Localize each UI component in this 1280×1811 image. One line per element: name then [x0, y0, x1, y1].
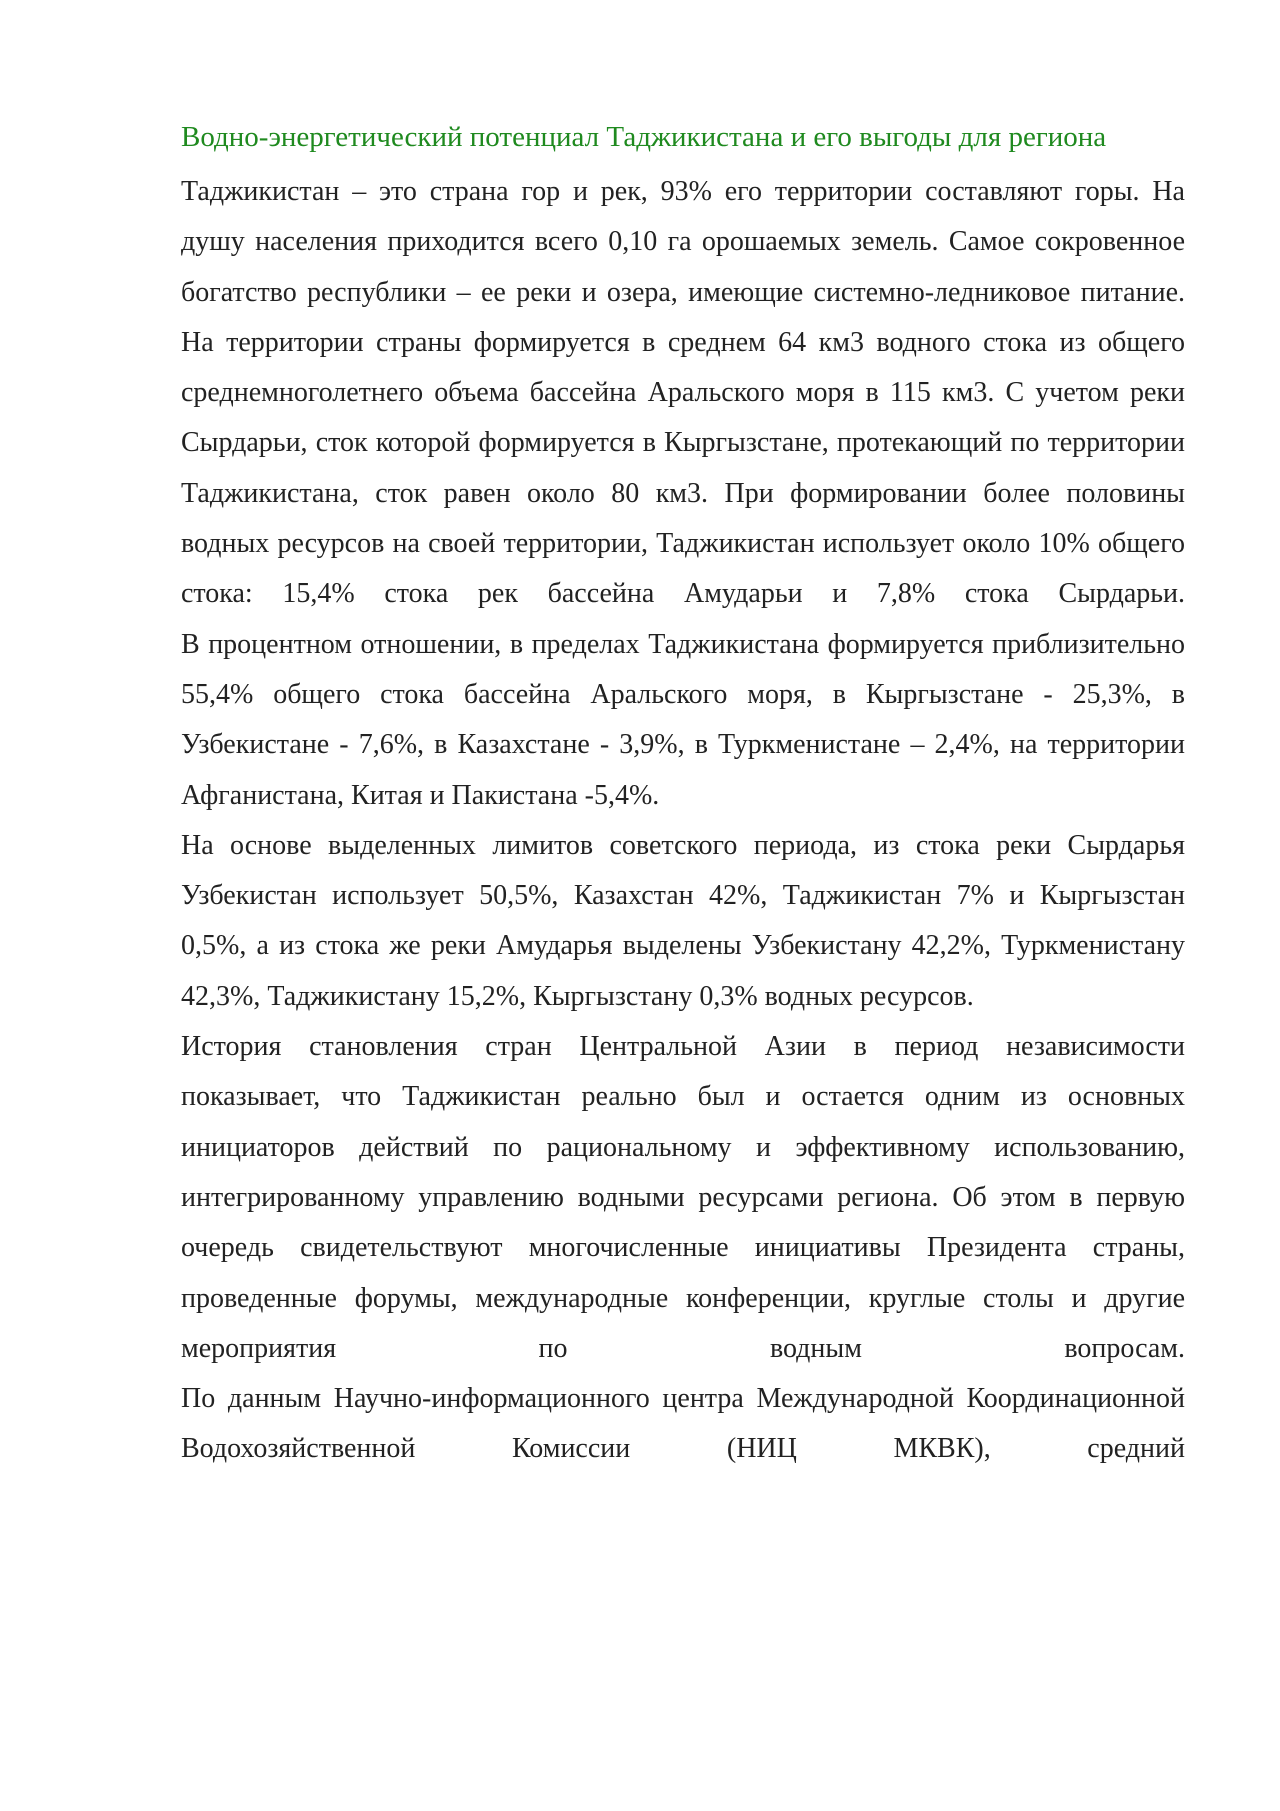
paragraph-1: Таджикистан – это страна гор и рек, 93% его территории составляют горы. На душу населения приходится всего 0,10 га орошаемых земель. Самое сокровенное богатство республики – ее реки и озера, имеющие системно-ледниковое питание.: [181, 176, 1185, 308]
paragraph-2: На территории страны формируется в среднем 64 км3 водного стока из общего среднемноголетнего объема бассейна Аральского моря в 115 км3. С учетом реки Сырдарьи, сток которой формируется в Кыргызстане, протекающий по территории Таджикистана, сток равен около 80 км3. При формировании более половины водных ресурсов на своей территории, Таджикистан использует около 10% общего стока: 15,4% стока рек бассейна Амударьи и 7,8% стока Сырдарьи.: [181, 326, 1185, 610]
document-title: Водно-энергетический потенциал Таджикистана и его выгоды для региона: [181, 121, 1107, 153]
document-page: [181, 112, 1185, 1475]
paragraph-5: История становления стран Центральной Азии в период независимости показывает, что Таджикистан реально был и остается одним из основных инициаторов действий по рациональному и эффективному использованию, интегрированному управлению водными ресурсами региона. Об этом в первую очередь свидетельствуют многочисленные инициативы Президента страны, проведенные форумы, международные конференции, круглые столы и другие мероприятия по водным вопросам.: [181, 1031, 1185, 1364]
paragraph-6: По данным Научно-информационного центра Международной Координационной Водохозяйственной Комиссии (НИЦ МКВК), средний: [181, 1383, 1185, 1465]
paragraph-3: В процентном отношении, в пределах Таджикистана формируется приблизительно 55,4% общего стока бассейна Аральского моря, в Кыргызстане - 25,3%, в Узбекистане - 7,6%, в Казахстане - 3,9%, в Туркменистане – 2,4%, на территории Афганистана, Китая и Пакистана -5,4%.: [181, 628, 1185, 811]
paragraph-4: На основе выделенных лимитов советского периода, из стока реки Сырдарья Узбекистан использует 50,5%, Казахстан 42%, Таджикистан 7% и Кыргызстан 0,5%, а из стока же реки Амударья выделены Узбекистану 42,2%, Туркменистану 42,3%, Таджикистану 15,2%, Кыргызстану 0,3% водных ресурсов.: [181, 829, 1185, 1012]
